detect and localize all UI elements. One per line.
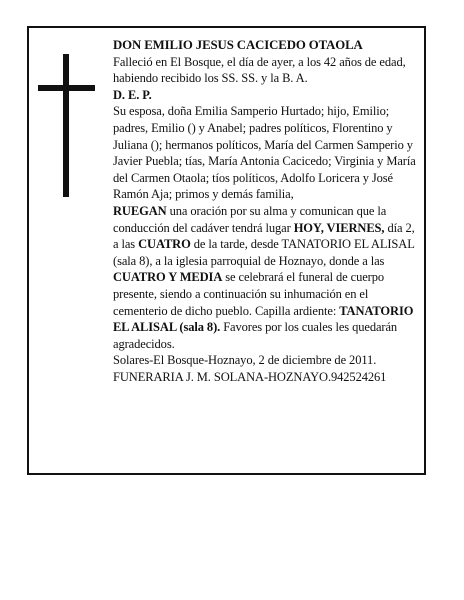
death-notice: Falleció en El Bosque, el día de ayer, a los 42 años de edad, habiendo recibido los SS. SS. y la B. A. [113, 54, 406, 86]
request-text-3: de la tarde, desde TANATORIO EL ALISAL (sala 8), a la iglesia parroquial de Hoznayo, donde a las [113, 237, 415, 268]
funeral-home: FUNERARIA J. M. SOLANA-HOZNAYO.942524261 [113, 369, 387, 384]
ruegan-label: RUEGAN [113, 203, 167, 218]
place-date: Solares-El Bosque-Hoznayo, 2 de diciembre de 2011. [113, 353, 377, 368]
deceased-name: DON EMILIO JESUS CACICEDO OTAOLA [113, 38, 363, 52]
obituary-text [113, 37, 421, 385]
cross-icon [63, 54, 69, 197]
request-text-1: una oración por su alma y comunican que la conducción del cadáver tendrá lugar [113, 203, 387, 235]
funeral-request [113, 203, 421, 352]
dep-label: D. E. P. [113, 87, 152, 102]
cuatro-label: CUATRO [138, 237, 191, 252]
hoy-label: HOY, VIERNES, [293, 220, 385, 235]
cross-icon-bar [38, 85, 95, 91]
request-text-5: Favores por los cuales les quedarán agradecidos. [113, 320, 398, 351]
cuatro-media-label: CUATRO Y MEDIA [113, 270, 223, 285]
family-list: Su esposa, doña Emilia Samperio Hurtado; hijo, Emilio; padres, Emilio () y Anabel; padres políticos, Florentino y Juliana (); hermanos políticos, María del Carmen Samperio y Javier Puebla; tías, María Antonia Cacicedo; Virginia y María del Carmen Otaola; tíos políticos, Adolfo Loricera y José Ramón Aja; primos y demás familia, [113, 104, 416, 202]
request-text-4: se celebrará el funeral de cuerpo presente, siendo a continuación su inhumación en el cementerio de dicho pueblo. Capilla ardiente: [113, 270, 385, 318]
request-text-2: día 2, a las [113, 220, 415, 252]
tanatorio-label: TANATORIO EL ALISAL (sala 8). [113, 303, 414, 335]
